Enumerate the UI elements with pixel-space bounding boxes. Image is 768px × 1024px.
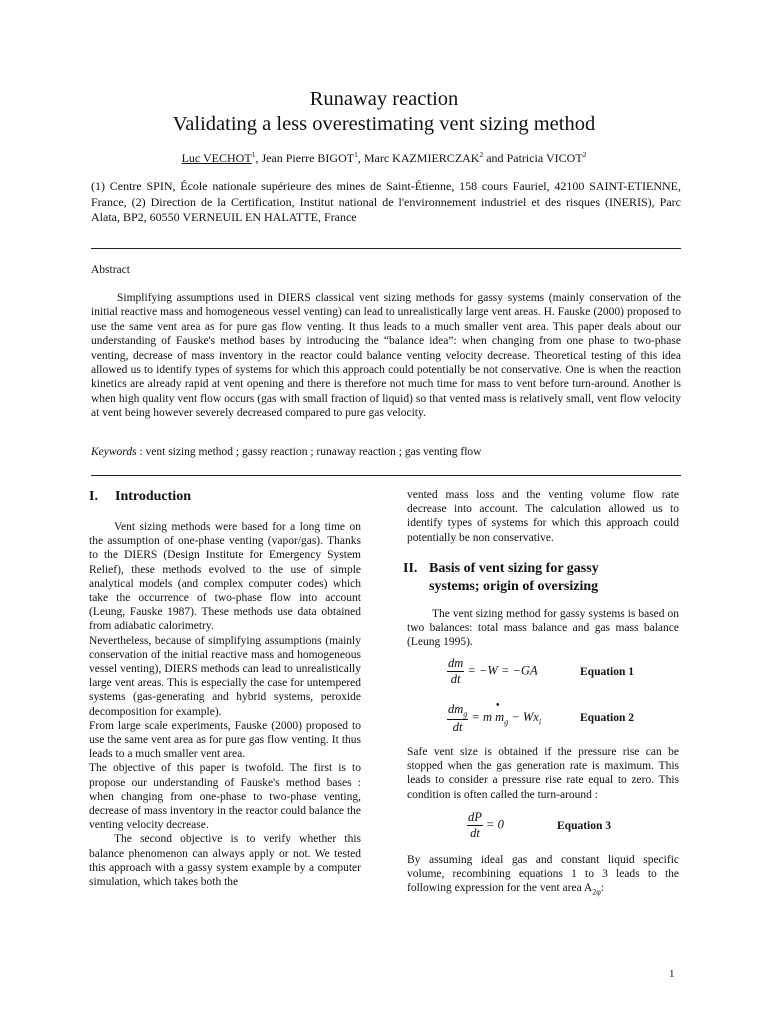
intro-paragraph-5: The second objective is to verify whether this balance phenomenon can always apply or not. We tested this approach with a gassy system example by a computer simulation, which takes both the (89, 833, 361, 889)
equation-3-label: Equation 3 (557, 820, 612, 832)
equation-2-label: Equation 2 (580, 712, 635, 724)
top-rule (91, 248, 681, 249)
intro-paragraph-1: Vent sizing methods were based for a long time on the assumption of one-phase venting (vapor/gas). Thanks to the DIERS (Design Institute for Emergency System Relief), these methods evolved to the use of simple analytical models (and complex computer codes) which take the occurrence of two-phase flow into account (Leung, Fauske 1987). These methods use data obtained from adiabatic calorimetry. (89, 521, 361, 633)
intro-paragraph-2: Nevertheless, because of simplifying assumptions (mainly conservation of the initial reactive mass and homogeneous vessel venting), DIERS methods can lead to unrealistically large vent areas. This is especially the case for untempered systems (gas-generating and hybrid systems, peroxide decomposition for example). (89, 634, 361, 718)
section-2-p3-text: By assuming ideal gas and constant liquid specific volume, recombining equations 1 to 3 leads to the following expression for the vent area A (407, 854, 679, 895)
intro-paragraph-4: The objective of this paper is twofold. The first is to propose our understanding of Fauske's method bases : when changing from one-phase to two-phase venting, decrease of mass inventory in the reactor could balance the venting velocity decrease. (89, 762, 361, 832)
eq2-rhs-sub2: i (538, 717, 542, 727)
section-1-number: I. (89, 489, 98, 504)
equation-1 (447, 656, 538, 687)
title-line-1: Runaway reaction (309, 88, 459, 110)
equation-2 (447, 702, 541, 735)
eq3-rhs: = 0 (482, 817, 504, 832)
author-conjunction: and (483, 151, 507, 165)
eq2-dot: • (496, 700, 500, 711)
page-number: 1 (669, 968, 675, 980)
author-2-affil: 1 (354, 150, 358, 159)
section-2-heading (403, 560, 681, 596)
section-2-title-1: Basis of vent sizing for gassy (429, 561, 599, 576)
author-3-affil: 2 (479, 150, 484, 159)
bottom-rule (91, 475, 681, 476)
intro-paragraph-3: From large scale experiments, Fauske (2000) proposed to use the same vent area as for pure gas flow venting. It thus leads to a much smaller vent area. (89, 719, 361, 761)
section-2-paragraph-3 (407, 853, 679, 900)
author-list: Luc VECHOT$^1$, Jean Pierre BIGOT$^1$, Marc KAZMIERCZAK$^2$ and Patricia VICOT$^2$ (181, 150, 587, 165)
keywords-label: Keywords (91, 446, 137, 458)
section-2-paragraph-2 (407, 745, 679, 802)
equation-1-label: Equation 1 (580, 666, 635, 678)
author-1: Luc VECHOT (181, 151, 252, 165)
author-4-affil: 2 (582, 150, 587, 159)
abstract-text: Simplifying assumptions used in DIERS classical vent sizing methods for gassy systems (mainly conservation of the initial reactive mass and homogeneous vessel venting) can lead to unrealistically large vent areas. H. Fauske (2000) proposed to use the same vent area as for pure gas flow venting. It thus leads to a much smaller vent area. This paper deals about our understanding of Fauske's method bases by introducing the “balance idea”: when changing from one phase to two-phase venting, decrease of mass inventory in the reactor could balance venting velocity decrease. Theoretical testing of this idea allowed us to identify types of systems for which this approach could potentially be not conservative. One is when the reaction kinetics are already rapid at vent opening and there is therefore not much time for mass to vent before turn-around. Another is when high quality vent flow occurs (gas with small fraction of liquid) so that vented mass is relatively small, vent flow velocity at vent being however severely decreased compared to pure gas velocity. (91, 292, 681, 420)
left-column (89, 520, 361, 889)
eq3-numerator: dP (468, 810, 482, 824)
section-2-p2-text: Safe vent size is obtained if the pressure rise can be stopped when the gas generation rate is maximum. This leads to consider a pressure rise rate equal to zero. This condition is often called the turn-around : (407, 746, 679, 801)
author-3: Marc KAZMIERCZAK (363, 151, 480, 165)
author-2: Jean Pierre BIGOT (261, 151, 355, 165)
section-2-title-2: systems; origin of oversizing (429, 579, 599, 594)
section-1-heading (89, 488, 191, 506)
equation-3 (467, 810, 504, 841)
eq2-rhs-a: = m m (468, 710, 505, 725)
eq1-denominator: dt (447, 671, 464, 687)
section-1-title: Introduction (115, 489, 191, 504)
eq2-rhs-sub: g (504, 717, 509, 727)
keywords-text: : vent sizing method ; gassy reaction ; runaway reaction ; gas venting flow (136, 446, 482, 458)
section-2-paragraph-1 (407, 607, 679, 650)
eq1-numerator: dm (448, 656, 464, 670)
abstract-label: Abstract (91, 264, 130, 276)
keywords (91, 446, 482, 458)
eq1-rhs: = −W = −GA (464, 663, 538, 678)
eq2-numerator-sub: g (463, 709, 468, 719)
eq3-denominator: dt (467, 825, 483, 841)
eq2-numerator: dm (448, 702, 464, 716)
title-line-2: Validating a less overestimating vent sizing method (172, 113, 596, 135)
vent-area-subscript: 2φ (592, 887, 601, 897)
affiliations: (1) Centre SPIN, École nationale supérieure des mines de Saint-Étienne, 158 cours Fauriel, 42100 SAINT-ETIENNE, France, (2) Direction de la Certification, Institut national de l'environnement industriel et des risques (INERIS), Parc Alata, BP2, 60550 VERNEUIL EN HALATTE, France (91, 179, 681, 225)
author-4: Patricia VICOT (506, 151, 583, 165)
section-2-number: II. (403, 561, 418, 576)
right-column-top: vented mass loss and the venting volume flow rate decrease into account. The calculation allowed us to identify types of systems for which this approach could potentially be non conservative. (407, 489, 679, 544)
section-2-p1-text: The vent sizing method for gassy systems is based on two balances: total mass balance and gas mass balance (Leung 1995). (407, 608, 679, 649)
author-1-affil: 1 (251, 150, 256, 159)
eq2-denominator: dt (447, 719, 468, 735)
section-2-p3-end: : (600, 882, 605, 895)
eq2-rhs-b: − Wx (508, 710, 539, 725)
